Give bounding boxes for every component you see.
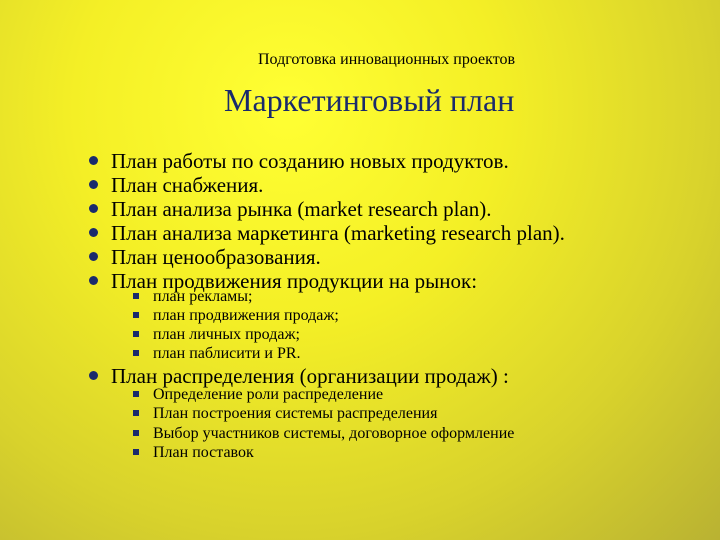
square-bullet-icon bbox=[133, 293, 139, 299]
bullet-dot-icon bbox=[89, 276, 98, 285]
bullet-dot-icon bbox=[89, 228, 98, 237]
square-bullet-icon bbox=[133, 449, 139, 455]
bullet-dot-icon bbox=[89, 180, 98, 189]
bullet-dot-icon bbox=[89, 371, 98, 380]
square-bullet-icon bbox=[133, 331, 139, 337]
slide-title: Маркетинговый план bbox=[224, 82, 515, 118]
slide-subtitle: Подготовка инновационных проектов bbox=[258, 51, 516, 68]
square-bullet-icon bbox=[133, 350, 139, 356]
square-bullet-icon bbox=[133, 391, 139, 397]
square-bullet-icon bbox=[133, 430, 139, 436]
bullet-dot-icon bbox=[89, 204, 98, 213]
square-bullet-icon bbox=[133, 410, 139, 416]
bullet-dot-icon bbox=[89, 156, 98, 165]
bullet-dot-icon bbox=[89, 252, 98, 261]
square-bullet-icon bbox=[133, 312, 139, 318]
